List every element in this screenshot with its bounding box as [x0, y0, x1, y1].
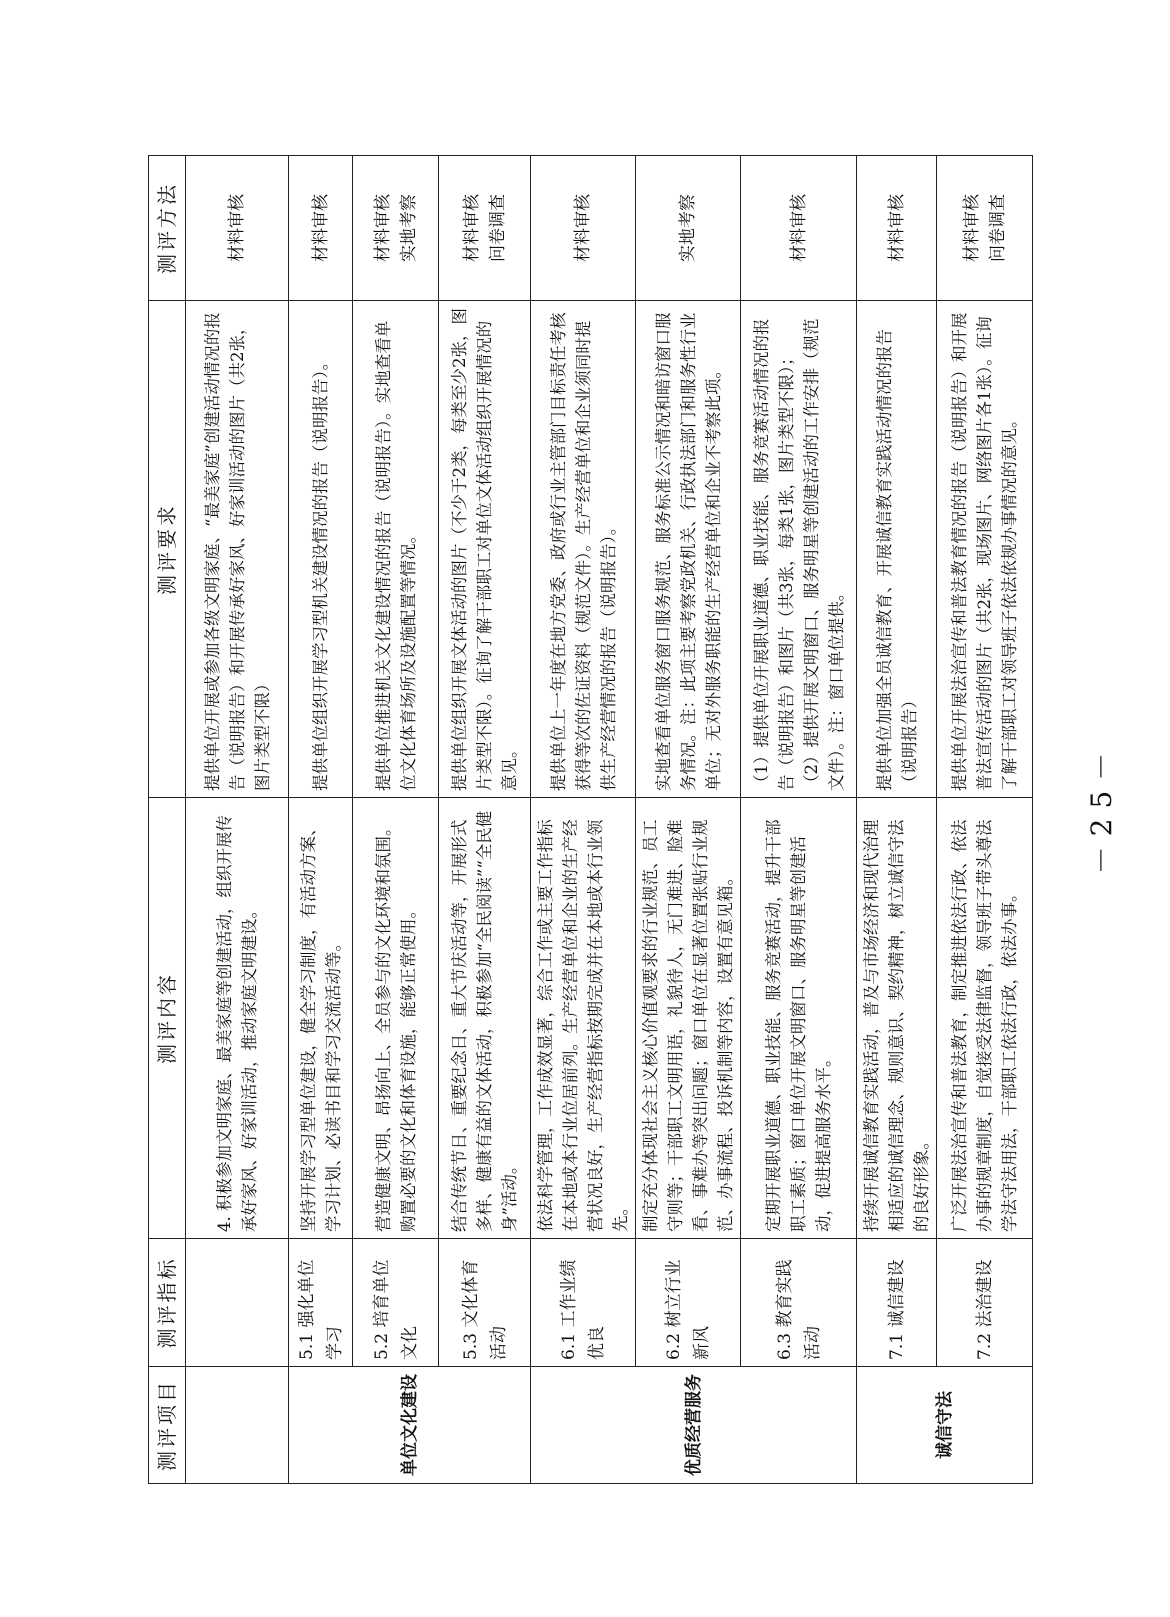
indicator-cell	[186, 1239, 289, 1367]
method-cell	[439, 156, 531, 301]
method-line: 问卷调查	[487, 194, 508, 262]
method-cell	[857, 156, 937, 301]
table-row	[289, 156, 353, 1484]
requirement-cell: 提供单位组织开展文体活动的图片（不少于2类，每类至少2张，图片类型不限）。征询了解干部职工对单位文体活动组织开展情况的意见。	[439, 301, 531, 798]
content-cell: 定期开展职业道德、职业技能、服务竞赛活动，提升干部职工素质；窗口单位开展文明窗口、服务明星等创建活动，促进提高服务水平。	[741, 798, 857, 1239]
method-cell	[636, 156, 741, 301]
indicator-cell: 5.1 强化单位学习	[289, 1239, 353, 1367]
page-number: －25－	[1085, 742, 1118, 875]
requirement-cell	[741, 301, 857, 798]
method-line: 材料审核	[372, 194, 393, 262]
indicator-cell: 6.1 工作业绩优良	[531, 1239, 636, 1367]
content-cell: 营造健康文明、昂扬向上、全员参与的文化环境和氛围。购置必要的文化和体育设施，能够正常使用。	[353, 798, 439, 1239]
indicator-cell: 5.2 培育单位文化	[353, 1239, 439, 1367]
header-indicator: 测评指标	[149, 1239, 186, 1367]
method-line: 材料审核	[227, 194, 247, 262]
content-cell: 制定充分体现社会主义核心价值观要求的行业规范、员工守则等；干部职工文明用语，礼貌待人，无门难进、脸难看、事难办等突出问题；窗口单位在显著位置张贴行业规范、办事流程、投诉机制等内容，设置有意见箱。	[636, 798, 741, 1239]
method-cell	[531, 156, 636, 301]
table-row	[857, 156, 937, 1484]
content-cell: 持续开展诚信教育实践活动，普及与市场经济和现代治理相适应的诚信理念、规则意识、契约精神，树立诚信守法的良好形象。	[857, 798, 937, 1239]
table-row	[636, 156, 741, 1484]
requirement-cell: 提供单位推进机关文化建设情况的报告（说明报告）。实地查看单位文化体育场所及设施配置等情况。	[353, 301, 439, 798]
table-row	[353, 156, 439, 1484]
method-cell	[353, 156, 439, 301]
project-cell-service: 优质经营服务	[531, 1367, 857, 1484]
method-cell	[186, 156, 289, 301]
indicator-cell: 5.3 文化体育活动	[439, 1239, 531, 1367]
header-requirement: 测评要求	[149, 301, 186, 798]
table-row	[439, 156, 531, 1484]
method-line: 材料审核	[961, 194, 982, 262]
project-cell-empty	[186, 1367, 289, 1484]
table-header-row	[149, 156, 186, 1484]
content-cell: 结合传统节日、重要纪念日、重大节庆活动等，开展形式多样、健康有益的文体活动，积极参加“全民阅读”“全民健身”活动。	[439, 798, 531, 1239]
method-cell	[937, 156, 1033, 301]
method-line: 实地考察	[398, 194, 419, 262]
table-row	[186, 156, 289, 1484]
header-content: 测评内容	[149, 798, 186, 1239]
indicator-cell: 6.2 树立行业新风	[636, 1239, 741, 1367]
table-row	[937, 156, 1033, 1484]
indicator-cell: 7.2 法治建设	[937, 1239, 1033, 1367]
requirement-cell: 提供单位开展或参加各级文明家庭、“最美家庭”创建活动情况的报告（说明报告）和开展传承好家风、好家训活动的图片（共2张，图片类型不限）	[186, 301, 289, 798]
method-line: 材料审核	[788, 194, 809, 262]
requirement-cell: 提供单位组织开展学习型机关建设情况的报告（说明报告）。	[289, 301, 353, 798]
method-line: 实地考察	[678, 194, 698, 262]
requirement-cell: 提供单位加强全员诚信教育、开展诚信教育实践活动情况的报告（说明报告）	[857, 301, 937, 798]
requirement-cell: 提供单位上一年度在地方党委、政府或行业主管部门目标责任考核获得等次的佐证资料（规范文件）。生产经营单位和企业须同时提供生产经营情况的报告（说明报告）。	[531, 301, 636, 798]
method-cell	[289, 156, 353, 301]
method-line: 材料审核	[310, 194, 331, 262]
method-cell	[741, 156, 857, 301]
content-cell: 广泛开展法治宣传和普法教育，制定推进依法行政、依法办事的规章制度，自觉接受法律监督，领导班子带头尊法学法守法用法，干部职工依法行政，依法办事。	[937, 798, 1033, 1239]
indicator-cell: 6.3 教育实践活动	[741, 1239, 857, 1367]
requirement-cell: 提供单位开展法治宣传和普法教育情况的报告（说明报告）和开展普法宣传活动的图片（共2张，现场图片、网络图片各1张）。征询了解干部职工对领导班子依法依规办事情况的意见。	[937, 301, 1033, 798]
header-method: 测评方法	[149, 156, 186, 301]
requirement-line: （2）提供开展文明窗口、服务明星等创建活动的工作安排（规范文件）。注：窗口单位提供。	[801, 318, 846, 791]
project-cell-integrity: 诚信守法	[857, 1367, 1033, 1484]
header-project: 测评项目	[149, 1367, 186, 1484]
method-line: 问卷调查	[987, 194, 1008, 262]
content-cell: 依法科学管理，工作成效显著，综合工作或主要工作指标在本地或本行业位居前列。生产经营单位和企业的生产经营状况良好，生产经营指标按期完成并在本地或本行业领先。	[531, 798, 636, 1239]
project-cell-culture: 单位文化建设	[289, 1367, 531, 1484]
content-cell: 坚持开展学习型单位建设，健全学习制度，有活动方案、学习计划、必读书目和学习交流活动等。	[289, 798, 353, 1239]
requirement-cell: 实地查看单位服务窗口服务规范、服务标准公示情况和暗访窗口服务情况。注：此项主要考察党政机关、行政执法部门和服务性行业单位；无对外服务职能的生产经营单位和企业不考察此项。	[636, 301, 741, 798]
evaluation-table	[148, 155, 1033, 1484]
method-line: 材料审核	[573, 194, 593, 262]
method-line: 材料审核	[886, 194, 907, 262]
requirement-line: （1）提供单位开展职业道德、职业技能、服务竞赛活动情况的报告（说明报告）和图片（共3张，每类1张，图片类型不限）；	[751, 318, 796, 791]
table-row	[531, 156, 636, 1484]
indicator-cell: 7.1 诚信建设	[857, 1239, 937, 1367]
table-row	[741, 156, 857, 1484]
content-cell: 4. 积极参加文明家庭、最美家庭等创建活动，组织开展传承好家风、好家训活动，推动家庭文明建设。	[186, 798, 289, 1239]
method-line: 材料审核	[461, 194, 482, 262]
